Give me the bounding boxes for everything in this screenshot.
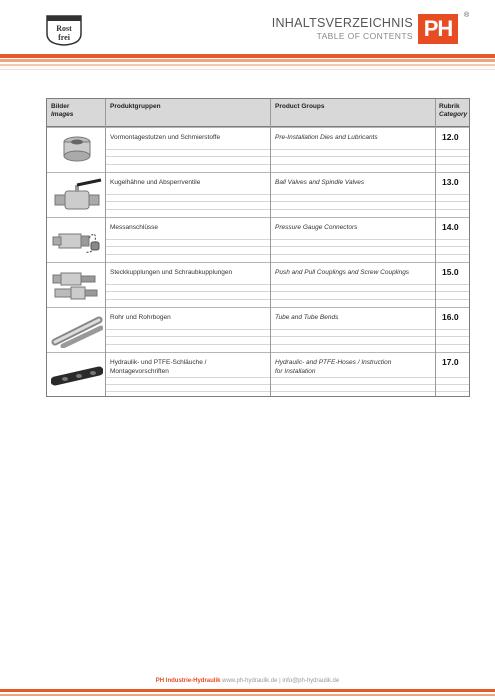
category-number: 14.0 [442, 222, 459, 232]
table-row [47, 127, 469, 173]
group-de: Steckkupplungen und Schraubkupplungen [110, 269, 233, 276]
header-images-en: Images [51, 111, 74, 118]
row-rule [106, 329, 469, 330]
header-images-de: Bilder [51, 103, 70, 110]
group-en-line1: Hydraulic- and PTFE-Hoses / Instruction [275, 359, 392, 366]
group-de [110, 358, 206, 376]
header-title [272, 16, 413, 41]
header-groups-de: Produktgruppen [110, 103, 161, 110]
title-de: INHALTSVERZEICHNIS [271, 16, 413, 30]
row-rule [106, 254, 469, 255]
table-row [47, 217, 469, 263]
header-category-en: Category [439, 111, 468, 118]
row-rule [106, 377, 469, 378]
group-de: Kugelhähne und Absperrventile [110, 179, 201, 186]
contents-table [46, 98, 470, 397]
group-en: Push and Pull Couplings and Screw Couplings [275, 269, 410, 276]
fitting-icon [51, 132, 103, 168]
category-number: 15.0 [442, 267, 459, 277]
row-rule [106, 336, 469, 337]
row-rule [106, 209, 469, 210]
footer-separator: | [279, 678, 281, 684]
footer-stripe [0, 694, 495, 696]
registered-mark: ® [464, 12, 470, 19]
gauge-connector-icon [51, 222, 103, 258]
row-rule [106, 194, 469, 195]
ball-valve-icon [51, 177, 103, 213]
group-de-line2: Montagevorschriften [110, 368, 169, 375]
group-en: Ball Valves and Spindle Valves [275, 179, 365, 186]
header-category [439, 103, 467, 119]
row-rule [106, 239, 469, 240]
category-number: 12.0 [442, 132, 459, 142]
svg-text:frei: frei [58, 33, 70, 42]
row-rule [106, 291, 469, 292]
row-rule [106, 284, 469, 285]
column-divider [435, 99, 436, 396]
category-number: 17.0 [442, 357, 459, 367]
row-rule [106, 344, 469, 345]
rostfrei-logo [44, 14, 84, 46]
row-rule [106, 246, 469, 247]
table-row [47, 307, 469, 353]
table-row [47, 262, 469, 308]
hose-icon [51, 357, 103, 393]
group-de-line1: Hydraulik- und PTFE-Schläuche / [110, 359, 207, 366]
row-rule [106, 391, 469, 392]
header-groups-en: Product Groups [275, 103, 325, 110]
footer-brand: PH Industrie-Hydraulik [155, 678, 221, 684]
group-en: Pressure Gauge Connectors [275, 224, 358, 231]
group-en: Pre-Installation Dies and Lubricants [275, 134, 378, 141]
group-en-line2: for Installation [275, 368, 316, 375]
header-images [51, 103, 73, 119]
row-rule [106, 384, 469, 385]
ph-brand-logo: PH [418, 14, 458, 44]
group-en: Tube and Tube Bends [275, 314, 339, 321]
svg-text:Rost: Rost [56, 24, 72, 33]
category-number: 13.0 [442, 177, 459, 187]
category-number: 16.0 [442, 312, 459, 322]
coupling-icon [51, 267, 103, 303]
group-de: Rohr und Rohrbogen [110, 314, 171, 321]
table-row [47, 172, 469, 218]
table-header [47, 99, 469, 127]
table-row [47, 352, 469, 398]
column-divider [105, 99, 106, 396]
header-stripe [0, 54, 495, 58]
row-rule [106, 299, 469, 300]
group-en [275, 358, 391, 376]
footer-email[interactable]: info@ph-hydraulik.de [282, 678, 340, 684]
header-stripe [0, 69, 495, 70]
row-rule [106, 201, 469, 202]
footer [0, 678, 495, 684]
tube-bend-icon [51, 312, 103, 348]
footer-stripe [0, 689, 495, 692]
column-divider [270, 99, 271, 396]
row-rule [106, 149, 469, 150]
header-stripe [0, 64, 495, 66]
group-de: Messanschlüsse [110, 224, 159, 231]
footer-web[interactable]: www.ph-hydraulik.de [222, 678, 278, 684]
header-stripe [0, 59, 495, 62]
row-rule [106, 164, 469, 165]
header-category-de: Rubrik [439, 103, 460, 110]
group-de: Vormontagestutzen und Schmierstoffe [110, 134, 221, 141]
title-en: TABLE OF CONTENTS [316, 31, 413, 41]
row-rule [106, 156, 469, 157]
